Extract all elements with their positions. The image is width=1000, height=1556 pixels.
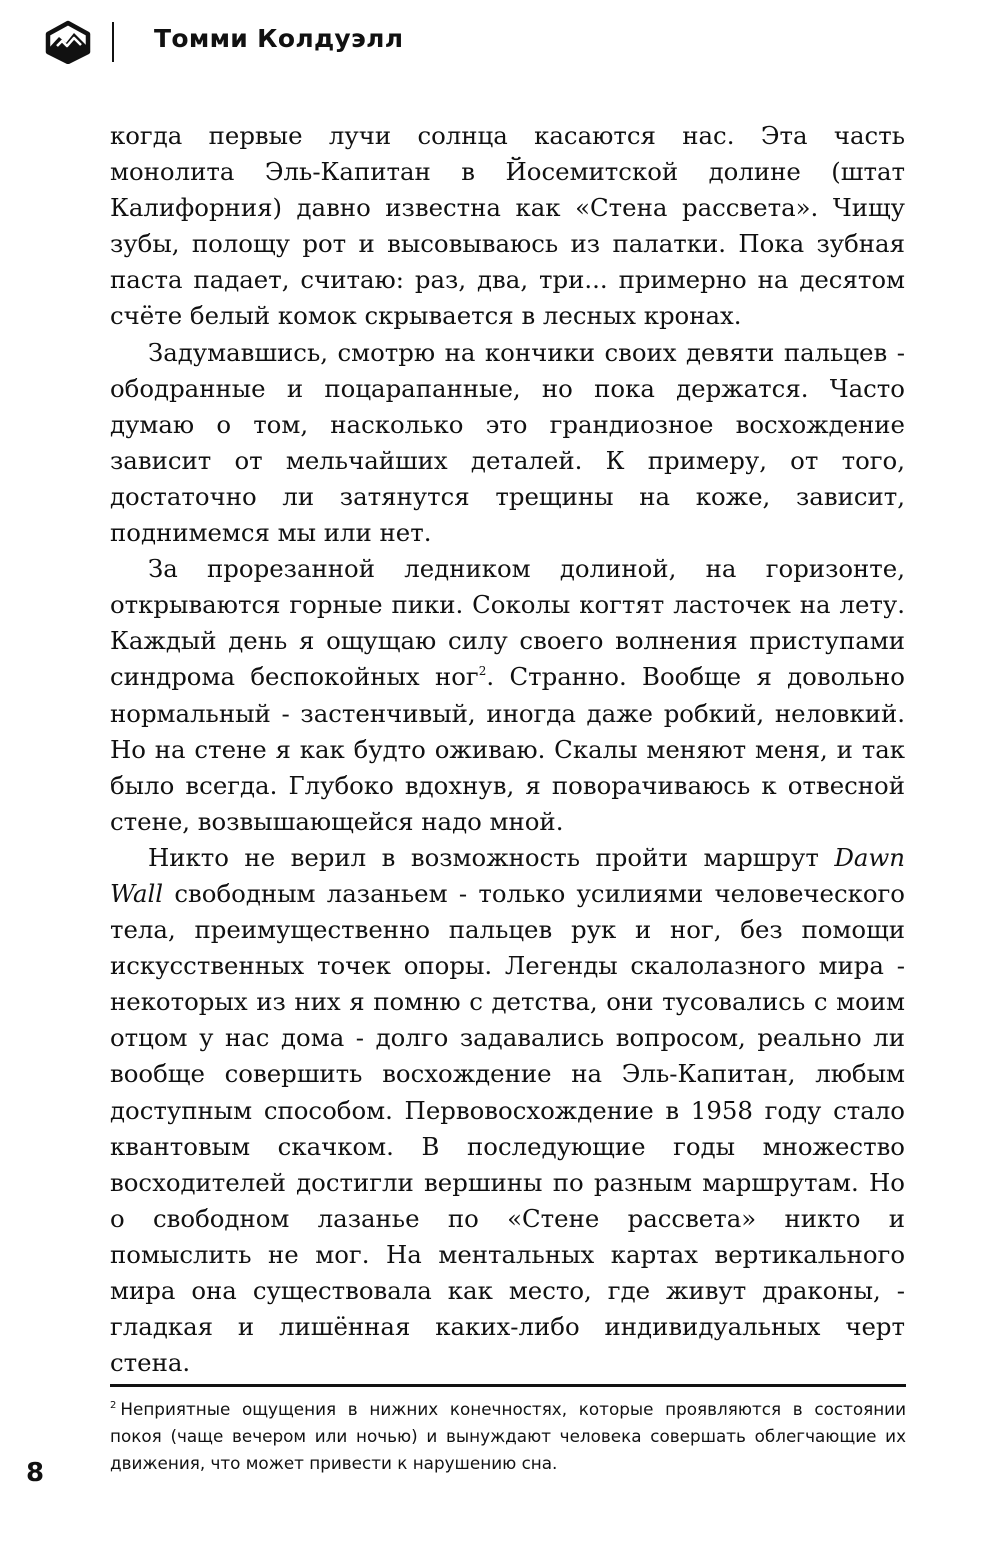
paragraph-3 bbox=[110, 551, 905, 840]
paragraph-2: Задумавшись, смотрю на кончики своих девяти пальцев - ободранные и поцарапанные, но пока держатся. Часто думаю о том, насколько это грандиозное восхождение зависит от мельчайших деталей. К примеру, от того, достаточно ли затянутся трещины на коже, зависит, поднимемся мы или нет. bbox=[110, 337, 905, 548]
mountain-icon bbox=[44, 20, 92, 64]
footnote-divider bbox=[110, 1384, 906, 1387]
header-divider bbox=[112, 22, 114, 62]
paragraph-4 bbox=[110, 840, 905, 1381]
paragraph-4-text-b: свободным лазаньем - только усилиями человеческого тела, преимущественно пальцев рук и ног, без помощи искусственных точек опоры. Легенды скалолазного мира - некоторых из них я помню с детства, они тусовались с моим отцом у нас дома - долго задавались вопросом, реально ли вообще совершить восхождение на Эль-Капитан, любым доступным способом. Первовосхождение в 1958 году стало квантовым скачком. В последующие годы множество восходителей достигли вершины по разным маршрутам. Но о свободном лазанье по «Стене рассвета» никто и помыслить не мог. На ментальных картах вертикального мира она существовала как место, где живут драконы, - гладкая и лишённая каких-либо индивидуальных черт стена. bbox=[110, 878, 905, 1378]
route-name: Dawn Wall bbox=[110, 842, 905, 908]
paragraph-1: когда первые лучи солнца касаются нас. Эта часть монолита Эль-Капитан в Йосемитской долине (штат Калифорния) давно известна как «Стена рассвета». Чищу зубы, полощу рот и высовываюсь из палатки. Пока зубная паста падает, считаю: раз, два, три... примерно на десятом счёте белый комок скрывается в лесных кронах. bbox=[110, 121, 905, 331]
footnote-marker: 2 bbox=[110, 1400, 117, 1411]
footnote-reference[interactable]: 2 bbox=[478, 664, 487, 679]
body-text bbox=[110, 118, 905, 1381]
running-header bbox=[44, 20, 944, 64]
author-name: Томми Колдуэлл bbox=[154, 24, 404, 53]
footnote-text: Неприятные ощущения в нижних конечностях, которые проявляются в состоянии покоя (чаще вечером или ночью) и вынуждают человека совершать облегчающие их движения, что может привести к нарушению сна. bbox=[110, 1399, 906, 1473]
paragraph-3-text-a: За прорезанной ледником долиной, на горизонте, открываются горные пики. Соколы когтят ласточек на лету. Каждый день я ощущаю силу своего волнения приступами синдрома беспокойных ног bbox=[110, 554, 905, 692]
paragraph-4-text-a: Никто не верил в возможность пройти маршрут bbox=[148, 842, 835, 872]
footnote bbox=[110, 1396, 906, 1477]
paragraph-3-text-b: . Странно. Вообще я довольно нормальный - застенчивый, иногда даже робкий, неловкий. Но на стене я как будто оживаю. Скалы меняют меня, и так было всегда. Глубоко вдохнув, я поворачиваюсь к отвесной стене, возвышающейся надо мной. bbox=[110, 662, 905, 836]
page-number: 8 bbox=[26, 1458, 45, 1488]
